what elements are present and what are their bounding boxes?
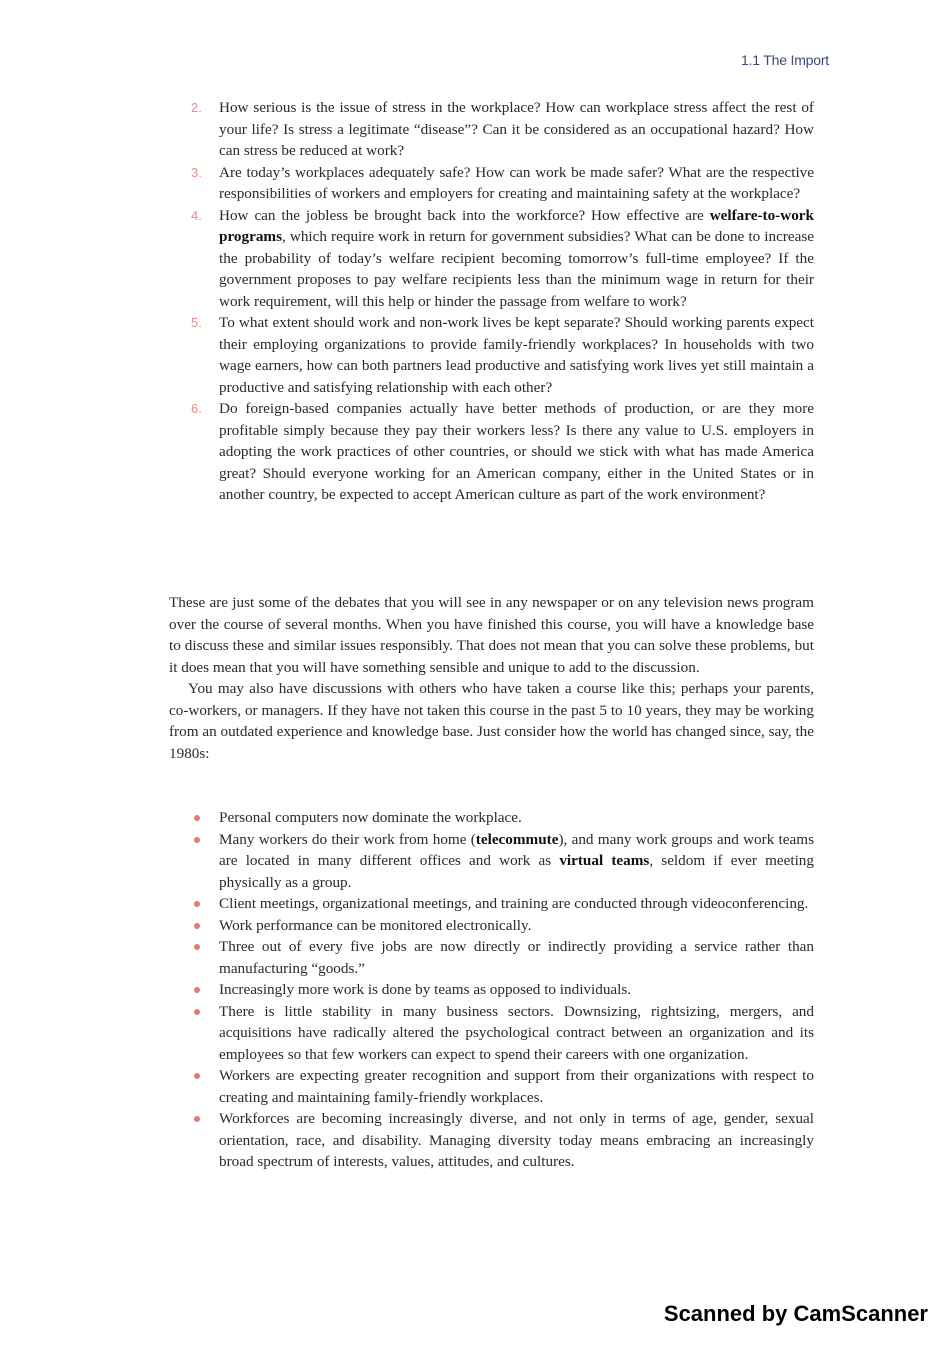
item-number: 5. [191, 315, 202, 330]
key-term: telecommute [475, 830, 559, 848]
bullet-text: Client meetings, organizational meetings, and training are conducted through videoconferencing. [219, 895, 809, 912]
item-number: 4. [191, 207, 202, 223]
bullet-item [169, 1108, 814, 1173]
list-item [169, 312, 814, 398]
bullet-text: , seldom if ever meeting physically as a group. [219, 852, 814, 891]
bullet-item [169, 1065, 814, 1108]
bullet-text: Three out of every five jobs are now directly or indirectly providing a service rather than manufacturing “goods.” [219, 938, 814, 977]
bullet-dot-icon [194, 815, 200, 821]
bullet-item [169, 936, 814, 979]
bullet-dot-icon [194, 901, 200, 907]
bullet-text: Many workers do their work from home ( [219, 830, 476, 848]
list-item [169, 205, 814, 313]
item-number: 2. [191, 100, 202, 115]
discussion-questions-list [169, 97, 814, 506]
bullet-dot-icon [194, 923, 200, 929]
item-number: 3. [191, 164, 202, 180]
bullet-item [169, 893, 814, 915]
item-text: How serious is the issue of stress in the workplace? How can workplace stress affect the rest of your life? Is stress a legitimate “disease”? Can it be considered as an occupational hazard? How can stress be reduced at work? [219, 99, 814, 159]
item-number: 6. [191, 401, 202, 416]
bullet-text: ), and many work groups and work teams are located in many different offices and work as [219, 830, 814, 869]
bullet-text: Work performance can be monitored electronically. [219, 916, 532, 934]
bullet-dot-icon [194, 987, 200, 993]
body-paragraphs [169, 592, 814, 764]
changes-bullet-list [169, 807, 814, 1173]
item-text: To what extent should work and non-work lives be kept separate? Should working parents expect their employing organizations to provide family-friendly workplaces? In households with two wage earners, how can both partners lead productive and satisfying work lives yet still maintain a productive and satisfying relationship with each other? [219, 314, 814, 396]
item-text: How can the jobless be brought back into the workforce? How effective are [219, 206, 710, 224]
item-text: Are today’s workplaces adequately safe? How can work be made safer? What are the respective responsibilities of workers and employers for creating and maintaining safety at the workplace? [219, 163, 814, 202]
bullet-item [169, 979, 814, 1001]
bullet-dot-icon [194, 1009, 200, 1015]
bullet-text: There is little stability in many business sectors. Downsizing, rightsizing, mergers, and acquisitions have radically altered the psychological contract between an organization and its employees so that few workers can expect to spend their careers with one organization. [219, 1002, 814, 1063]
bullet-text: Increasingly more work is done by teams as opposed to individuals. [219, 981, 632, 998]
item-text: Do foreign-based companies actually have better methods of production, or are they more profitable simply because they pay their workers less? Is there any value to U.S. employers in adopting the work practices of other countries, or should we stick with what has made America great? Should everyone working for an American company, either in the United States or in another country, be expected to accept American culture as part of the work environment? [219, 400, 814, 503]
running-head: 1.1 The Import [741, 52, 829, 68]
paragraph: These are just some of the debates that you will see in any newspaper or on any television news program over the course of several months. When you have finished this course, you will have a knowledge base to discuss these and similar issues responsibly. That does not mean that you can solve these problems, but it does mean that you will have something sensible and unique to add to the discussion. [169, 594, 814, 676]
bullet-dot-icon [194, 1073, 200, 1079]
bullet-dot-icon [194, 1116, 200, 1122]
key-term: welfare-to-work programs [219, 206, 814, 245]
bullet-item [169, 829, 814, 894]
bullet-dot-icon [194, 837, 200, 843]
list-item [169, 97, 814, 162]
bullet-dot-icon [194, 944, 200, 950]
bullet-text: Workforces are becoming increasingly diverse, and not only in terms of age, gender, sexual orientation, race, and disability. Managing diversity today means embracing an increasingly broad spectrum of interests, values, attitudes, and cultures. [219, 1110, 814, 1170]
list-item [169, 398, 814, 506]
scanner-watermark: Scanned by CamScanner [663, 1301, 928, 1326]
bullet-item [169, 807, 814, 829]
item-text: , which require work in return for government subsidies? What can be done to increase the probability of today’s welfare recipient becoming tomorrow’s full-time employee? If the government proposes to pay welfare recipients less than the minimum wage in return for their work requirement, will this help or hinder the passage from welfare to work? [219, 228, 814, 310]
paragraph: You may also have discussions with others who have taken a course like this; perhaps your parents, co-workers, or managers. If they have not taken this course in the past 5 to 10 years, they may be working from an outdated experience and knowledge base. Just consider how the world has changed since, say, the 1980s: [169, 680, 814, 762]
list-item [169, 162, 814, 205]
key-term: virtual teams [559, 852, 650, 869]
bullet-item [169, 1001, 814, 1066]
bullet-text: Personal computers now dominate the workplace. [219, 809, 522, 826]
bullet-item [169, 915, 814, 937]
bullet-text: Workers are expecting greater recognition and support from their organizations with respect to creating and maintaining family-friendly workplaces. [219, 1067, 814, 1106]
